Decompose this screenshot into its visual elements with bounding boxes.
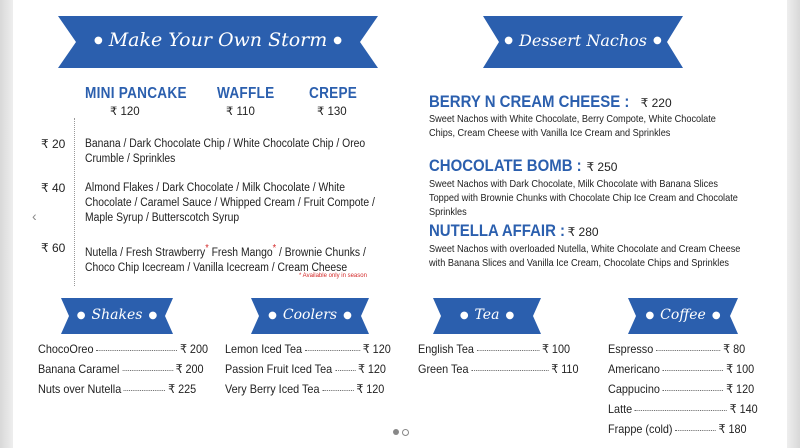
topping-list-20: Banana / Dark Chocolate Chip / White Chocolate Chip / Oreo Crumble / Sprinkles [85, 138, 366, 165]
item-name: Americano [608, 362, 660, 376]
item-price: ₹ 120 [362, 342, 391, 356]
item-price: ₹ 200 [175, 362, 204, 376]
banner-dessert-nachos-label: Dessert Nachos [519, 30, 647, 50]
item-price: ₹ 120 [356, 382, 385, 396]
nacho-description: Sweet Nachos with White Chocolate, Berry Compote, White Chocolate Chips, Cream Cheese with Vanilla Ice Cream and Sprinkles [429, 114, 716, 139]
item-price: ₹ 100 [726, 362, 755, 376]
menu-item-tea [418, 362, 579, 376]
item-price: ₹ 120 [726, 382, 755, 396]
page-edge-right [787, 0, 800, 448]
banner-dessert-nachos: ● Dessert Nachos ● [483, 12, 683, 68]
nacho-price: ₹ 250 [586, 160, 618, 174]
nacho-name: CHOCOLATE BOMB : [429, 156, 582, 175]
menu-item-coffee [608, 402, 758, 416]
size-waffle: WAFFLE [217, 85, 275, 102]
item-price: ₹ 140 [729, 402, 758, 416]
item-price: ₹ 80 [723, 342, 746, 356]
item-price: ₹ 120 [357, 362, 386, 376]
item-price: ₹ 110 [551, 362, 579, 376]
banner-shakes-label: Shakes [91, 307, 143, 323]
menu-item-cooler [225, 382, 384, 396]
size-crepe: CREPE [309, 85, 358, 102]
menu-item-coffee [608, 342, 745, 356]
menu-item-shake [38, 382, 196, 396]
size-crepe-price: ₹ 130 [317, 106, 347, 118]
topping-price-40: ₹ 40 [41, 181, 66, 195]
topping-list-40: Almond Flakes / Dark Chocolate / Milk Chocolate / White Chocolate / Caramel Sauce / Whipped Cream / Fruit Compote / Maple Syrup / Butterscotch Syrup [85, 182, 375, 224]
topping-list-60-part-a: Nutella / Fresh Strawberry [85, 246, 206, 259]
item-name: Cappucino [608, 382, 660, 396]
nacho-nutella-affair [429, 221, 615, 241]
carousel-dot-2[interactable] [402, 429, 409, 436]
banner-coolers: ● Coolers ● [251, 296, 369, 334]
item-price: ₹ 200 [179, 342, 209, 356]
item-name: Green Tea [418, 362, 469, 376]
topping-list-60 [85, 241, 385, 276]
item-name: Frappe (cold) [608, 422, 673, 436]
item-name: Passion Fruit Iced Tea [225, 362, 333, 376]
menu-item-coffee [608, 362, 754, 376]
menu-item-shake [38, 342, 208, 356]
menu-item-cooler [225, 342, 391, 356]
menu-item-cooler [225, 362, 386, 376]
nacho-price: ₹ 220 [640, 96, 672, 110]
item-price: ₹ 225 [168, 382, 197, 396]
banner-coolers-label: Coolers [282, 307, 338, 323]
item-name: Lemon Iced Tea [225, 342, 303, 356]
menu-item-tea [418, 342, 570, 356]
banner-coffee-label: Coffee [660, 307, 706, 323]
nacho-berry-n-cream-cheese [429, 92, 688, 112]
nacho-name: NUTELLA AFFAIR : [429, 221, 566, 240]
size-waffle-price: ₹ 110 [226, 106, 255, 118]
nacho-price: ₹ 280 [567, 225, 599, 239]
banner-make-your-own-storm: ● Make Your Own Storm ● [58, 12, 378, 68]
menu-item-coffee [608, 382, 754, 396]
size-mini-pancake: MINI PANCAKE [85, 85, 187, 102]
item-name: Nuts over Nutella [38, 382, 122, 396]
size-mini-pancake-price: ₹ 120 [110, 106, 140, 118]
topping-price-20: ₹ 20 [41, 137, 66, 151]
banner-shakes: ● Shakes ● [61, 296, 173, 334]
page-edge-left [0, 0, 13, 448]
banner-coffee: ● Coffee ● [628, 296, 738, 334]
topping-list-60-part-c: / Brownie Chunks / Choco Chip Icecream / Vanilla Icecream / Cream Cheese [85, 246, 366, 274]
item-price: ₹ 100 [541, 342, 571, 356]
item-name: Very Berry Iced Tea [225, 382, 320, 396]
carousel-dot-1[interactable] [393, 429, 399, 435]
topping-price-60: ₹ 60 [41, 241, 66, 255]
item-name: ChocoOreo [38, 342, 94, 356]
item-name: Espresso [608, 342, 654, 356]
menu-item-coffee [608, 422, 747, 436]
item-name: Banana Caramel [38, 362, 120, 376]
banner-tea: ● Tea ● [433, 296, 541, 334]
item-name: Latte [608, 402, 633, 416]
menu-card [13, 0, 787, 448]
seasonal-asterisk: * [205, 243, 209, 254]
topping-list-60-part-b: Fresh Mango [208, 246, 273, 259]
nacho-description: Sweet Nachos with Dark Chocolate, Milk Chocolate with Banana Slices Topped with Brownie Chunks with Chocolate Chip Ice Cream and Chocolate Sprinkles [429, 179, 738, 218]
nacho-name: BERRY N CREAM CHEESE : [429, 92, 630, 111]
menu-item-shake [38, 362, 204, 376]
seasonal-note: * Available only in season [299, 273, 367, 279]
banner-tea-label: Tea [474, 307, 500, 323]
item-price: ₹ 180 [718, 422, 747, 436]
topping-divider [74, 118, 75, 286]
banner-make-your-own-storm-label: Make Your Own Storm [108, 29, 328, 51]
nacho-description: Sweet Nachos with overloaded Nutella, White Chocolate and Cream Cheese with Banana Slices and Vanilla Ice Cream, Chocolate Chips and Sprinkles [429, 244, 741, 269]
nacho-chocolate-bomb [429, 156, 633, 176]
chevron-left-icon[interactable]: ‹ [32, 208, 37, 224]
seasonal-asterisk: * [272, 243, 277, 254]
item-name: English Tea [418, 342, 474, 356]
